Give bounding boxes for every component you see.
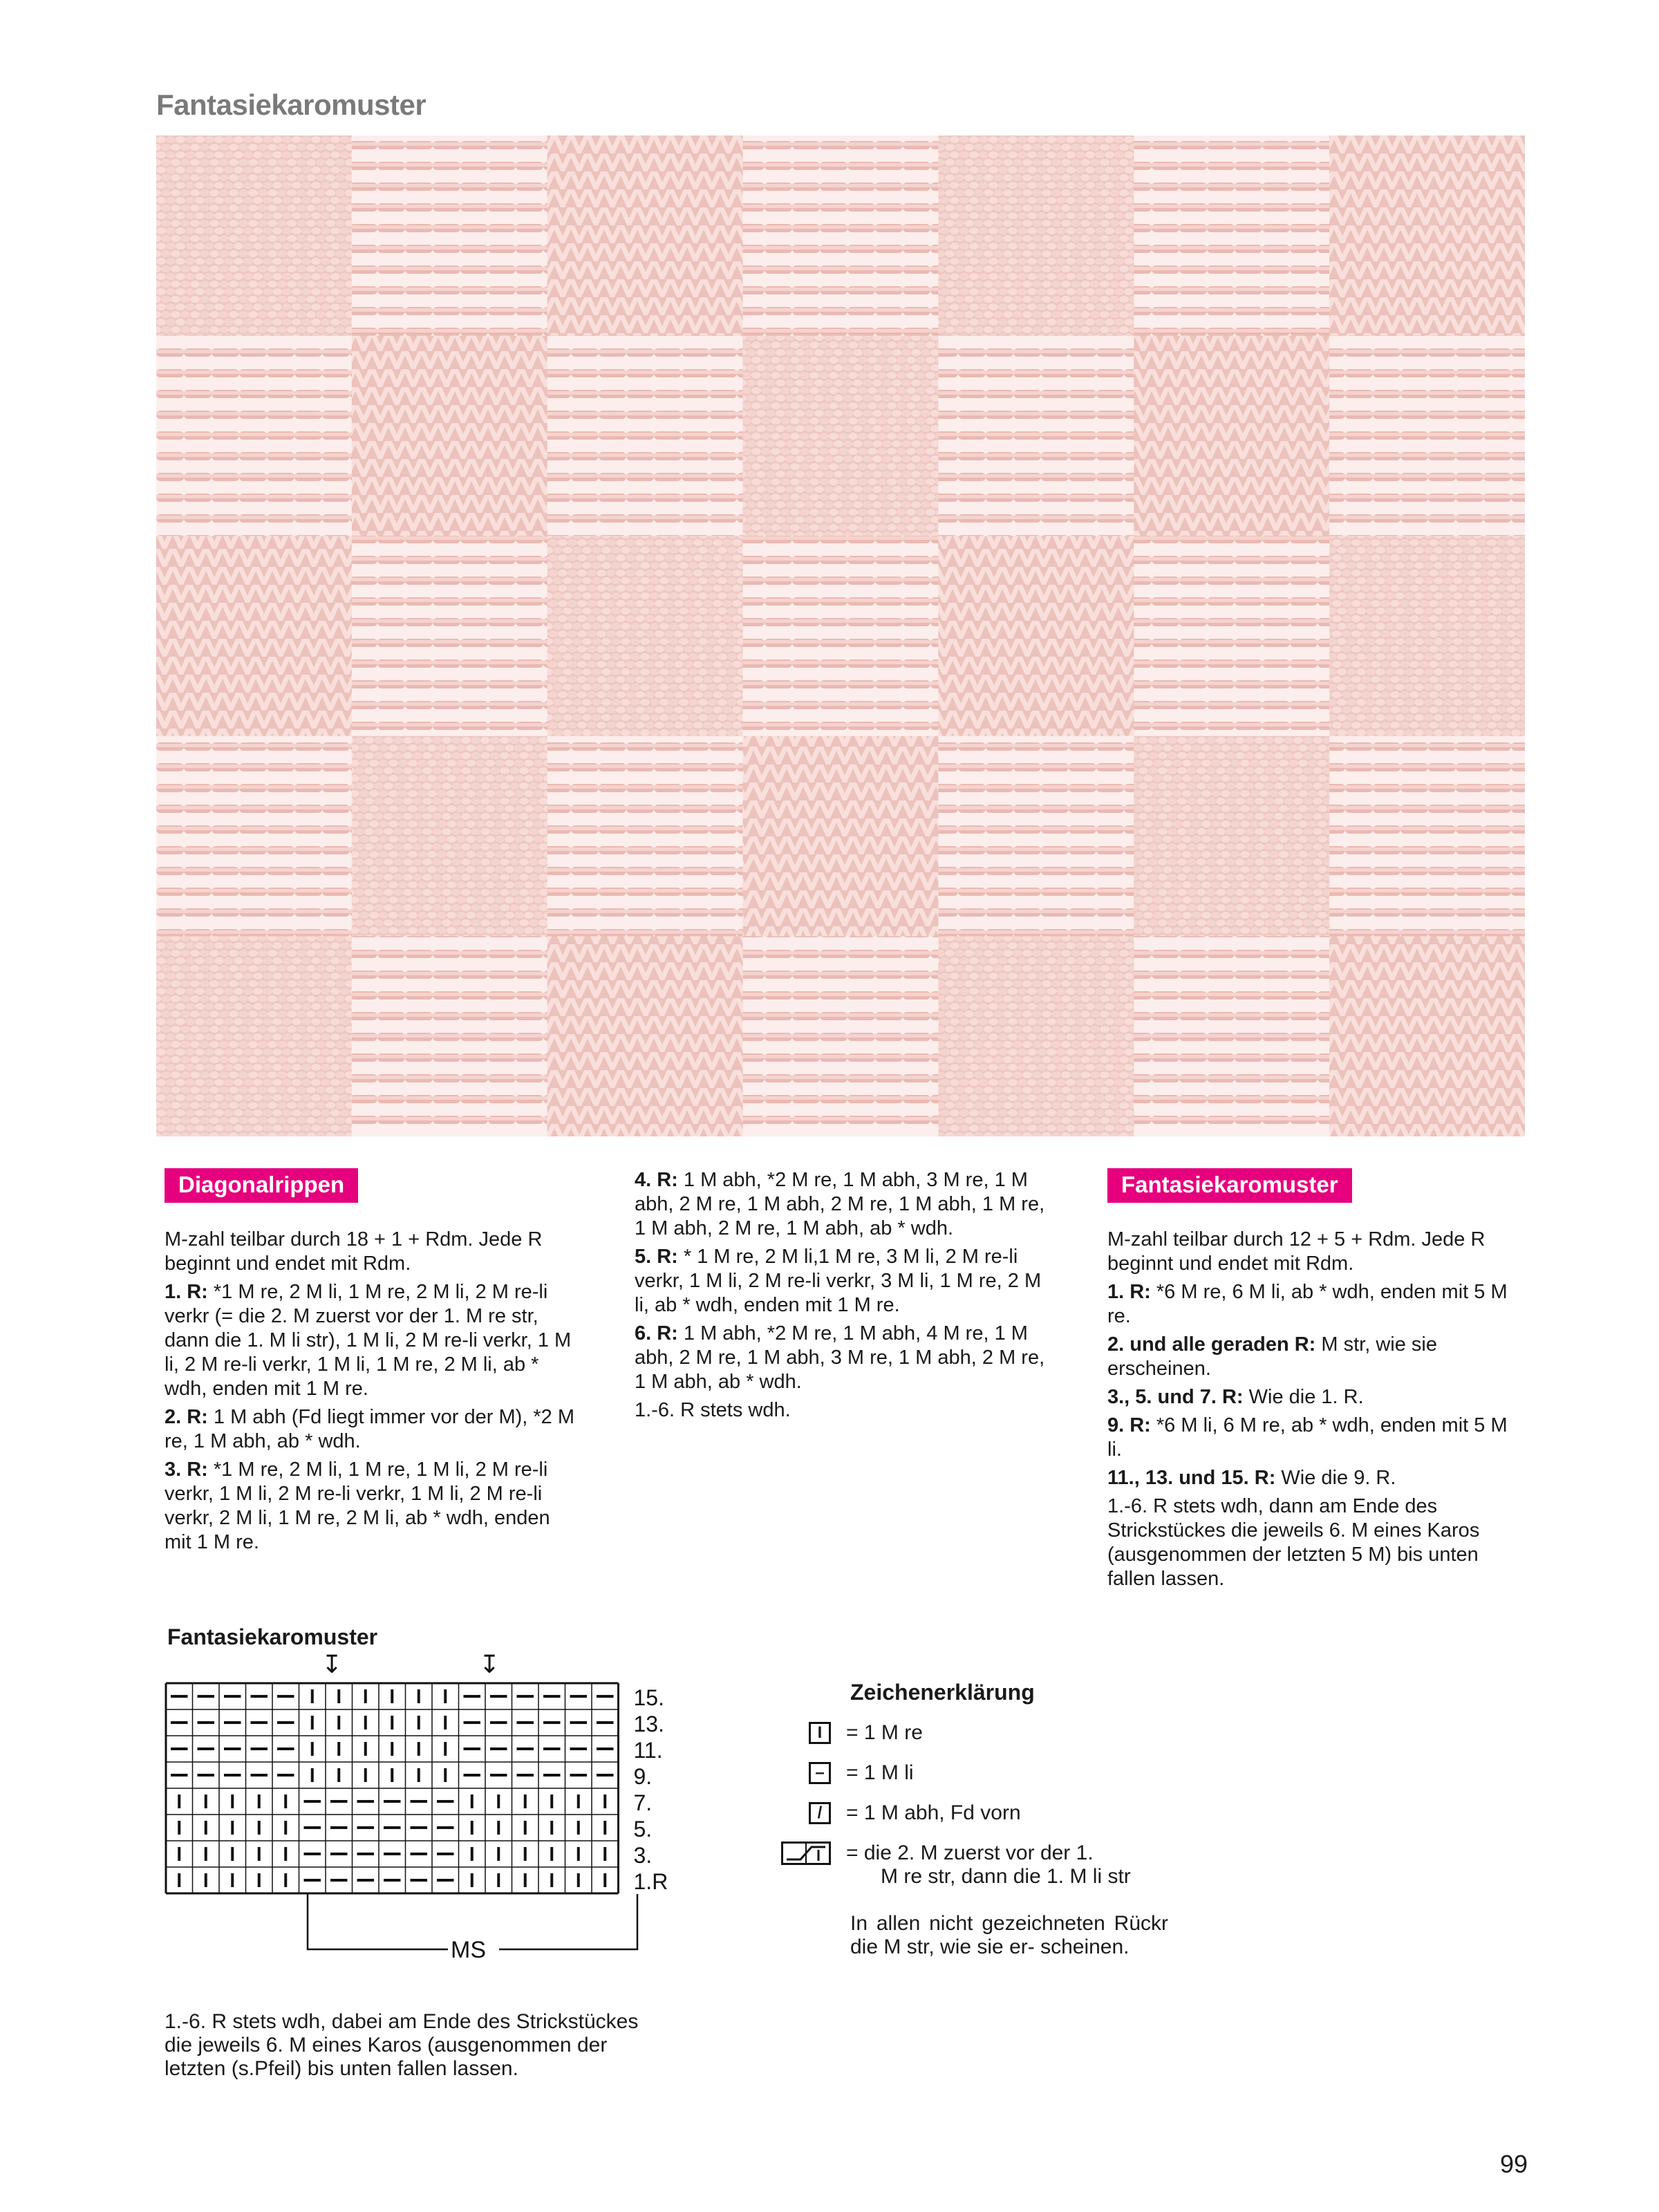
row-label: 13. [633, 1712, 664, 1736]
page-number: 99 [1500, 2150, 1528, 2178]
knit-stitch-icon: I [809, 1722, 831, 1744]
section-heading: Diagonalrippen [165, 1168, 358, 1203]
swatch-block [1329, 135, 1525, 337]
swatch-block [938, 135, 1134, 337]
swatch-block [743, 536, 939, 737]
row-instruction: 2. R: 1 M abh (Fd liegt immer vor der M), *2 M re, 1 M abh, ab * wdh. [165, 1406, 575, 1452]
knitting-chart [159, 1652, 712, 1977]
swatch-block [743, 336, 939, 537]
row-label: 11. [633, 1738, 663, 1763]
legend-item: = die 2. M zuerst vor der 1. M re str, dann die 1. M li str [781, 1841, 1131, 1888]
intro-text: M-zahl teilbar durch 12 + 5 + Rdm. Jede R beginnt und endet mit Rdm. [1107, 1228, 1485, 1275]
row-label: 1.R [633, 1869, 668, 1894]
swatch-block [156, 736, 353, 937]
legend-item: – = 1 M li [809, 1761, 914, 1785]
purl-stitch-icon: – [809, 1762, 831, 1784]
repeat-note: 1.-6. R stets wdh. [635, 1399, 791, 1421]
swatch-block [1329, 536, 1525, 737]
knitted-swatch-photo [156, 135, 1525, 1136]
row-instruction: 4. R: 1 M abh, *2 M re, 1 M abh, 3 M re, 1 M abh, 2 M re, 1 M abh, 2 M re, 1 M abh, 1 M re, 1 M abh, 2 M re, 1 M abh, ab * wdh. [635, 1169, 1045, 1239]
swatch-block [743, 736, 939, 937]
swatch-block [1134, 936, 1330, 1136]
swatch-block [547, 736, 744, 937]
swatch-block [352, 536, 548, 737]
swatch-block [1134, 536, 1330, 737]
swatch-block [743, 936, 939, 1136]
section-heading: Fantasiekaromuster [1107, 1168, 1352, 1203]
swatch-block [1134, 135, 1330, 337]
row-label: 3. [633, 1843, 653, 1868]
swatch-block [938, 936, 1134, 1136]
legend-note: In allen nicht gezeichneten Rückr die M str, wie sie er- scheinen. [850, 1912, 1168, 1958]
row-instruction: 5. R: * 1 M re, 2 M li,1 M re, 3 M li, 2 M re-li verkr, 1 M li, 2 M re-li verkr, 3 M li, 1 M re, 2 M li, ab * wdh, enden mit 1 M re. [635, 1246, 1042, 1316]
swatch-block [156, 936, 353, 1136]
swatch-block [352, 336, 548, 537]
ms-label: MS [451, 1937, 486, 1963]
diagonalrippen-continued [635, 1168, 1049, 1427]
swatch-block [547, 336, 744, 537]
swatch-block [938, 336, 1134, 537]
row-instruction: 3. R: *1 M re, 2 M li, 1 M re, 1 M li, 2 M re-li verkr, 1 M li, 2 M re-li verkr, 1 M li, 2 M re-li verkr, 2 M li, 1 M re, 2 M li, ab * wdh, enden mit 1 M re. [165, 1459, 550, 1553]
slip-stitch-icon: / [809, 1802, 831, 1824]
swatch-block [156, 135, 353, 337]
swatch-block [156, 536, 353, 737]
swatch-block [743, 135, 939, 337]
chart-title: Fantasiekaromuster [167, 1624, 378, 1649]
legend-item: I = 1 M re [809, 1721, 923, 1745]
legend-item: / = 1 M abh, Fd vorn [809, 1801, 1021, 1825]
repeat-note: 1.-6. R stets wdh, dann am Ende des Strickstückes die jeweils 6. M eines Karos (ausgenommen der letzten 5 M) bis unten fallen lassen. [1107, 1495, 1480, 1590]
swatch-block [1134, 736, 1330, 937]
row-label: 5. [633, 1817, 653, 1841]
drop-arrow-icon: ↧ [479, 1652, 500, 1679]
page-title: Fantasiekaromuster [156, 88, 427, 121]
row-instruction: 3., 5. und 7. R: Wie die 1. R. [1107, 1386, 1364, 1408]
cross-stitch-icon [781, 1841, 831, 1865]
swatch-block [352, 135, 548, 337]
row-label: 9. [633, 1764, 653, 1789]
swatch-block [547, 536, 744, 737]
swatch-block [156, 336, 353, 537]
swatch-block [547, 936, 744, 1136]
chart-caption: 1.-6. R stets wdh, dabei am Ende des Strickstückes die jeweils 6. M eines Karos (ausgenommen der letzten (s.Pfeil) bis unten fallen lassen. [165, 2010, 639, 2080]
row-instruction: 1. R: *6 M re, 6 M li, ab * wdh, enden mit 5 M re. [1107, 1281, 1508, 1327]
row-instruction: 9. R: *6 M li, 6 M re, ab * wdh, enden mit 5 M li. [1107, 1414, 1508, 1461]
swatch-block [938, 536, 1134, 737]
row-instruction: 11., 13. und 15. R: Wie die 9. R. [1107, 1467, 1396, 1489]
swatch-block [1134, 336, 1330, 537]
swatch-block [1329, 736, 1525, 937]
swatch-block [938, 736, 1134, 937]
swatch-block [1329, 936, 1525, 1136]
row-label: 7. [633, 1790, 653, 1815]
diagonalrippen-section [165, 1168, 579, 1559]
swatch-block [352, 936, 548, 1136]
swatch-block [1329, 336, 1525, 537]
row-instruction: 6. R: 1 M abh, *2 M re, 1 M abh, 4 M re, 1 M abh, 2 M re, 1 M abh, 3 M re, 1 M abh, 2 M re, 1 M abh, ab * wdh. [635, 1322, 1045, 1393]
drop-arrow-icon: ↧ [321, 1652, 343, 1679]
swatch-block [352, 736, 548, 937]
row-instruction: 1. R: *1 M re, 2 M li, 1 M re, 2 M li, 2 M re-li verkr (= die 2. M zuerst vor der 1. M re str, dann die 1. M li str), 1 M li, 2 M re-li verkr, 1 M li, 2 M re-li verkr, 1 M li, 1 M re, 2 M li, ab * wdh, enden mit 1 M re. [165, 1281, 572, 1400]
legend [781, 1680, 1189, 1998]
legend-title: Zeichenerklärung [850, 1680, 1035, 1705]
fantasiekaromuster-section [1107, 1168, 1522, 1595]
row-label: 15. [633, 1685, 664, 1710]
swatch-block [547, 135, 744, 337]
row-instruction: 2. und alle geraden R: M str, wie sie erscheinen. [1107, 1333, 1437, 1380]
intro-text: M-zahl teilbar durch 18 + 1 + Rdm. Jede R beginnt und endet mit Rdm. [165, 1228, 543, 1275]
